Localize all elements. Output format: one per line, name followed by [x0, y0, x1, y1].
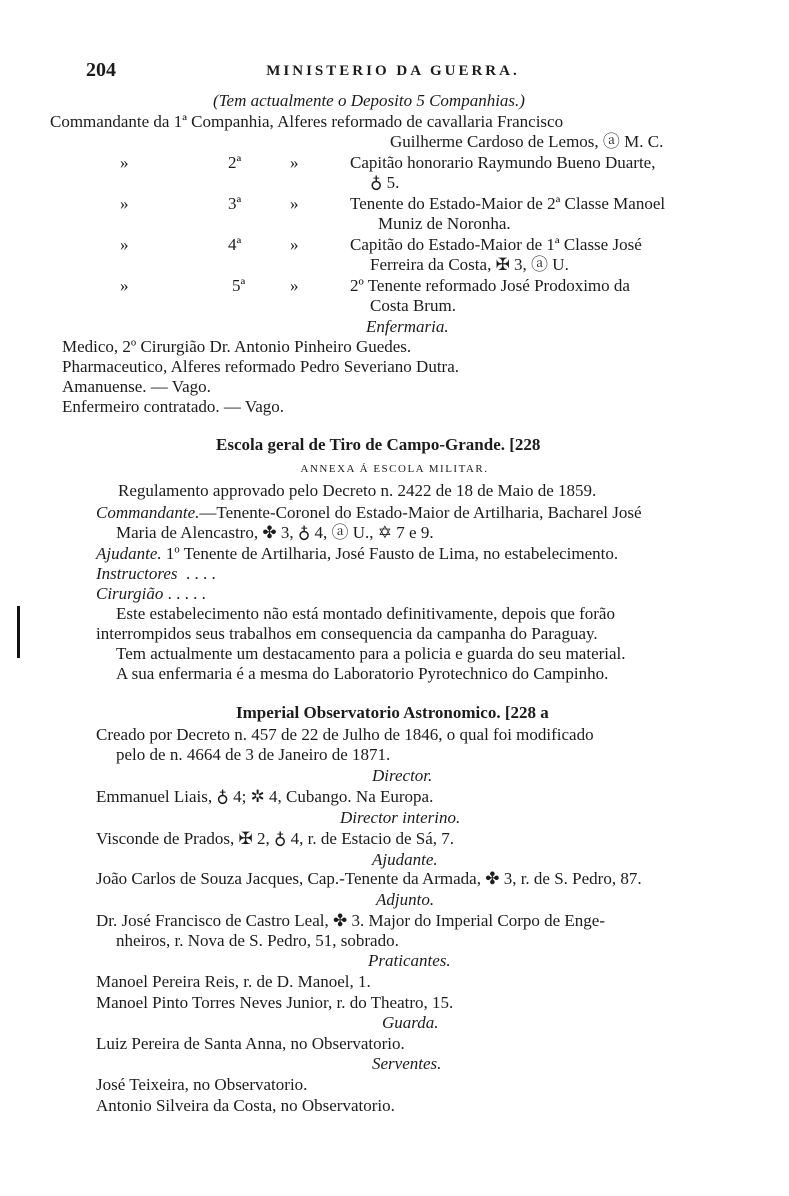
ditto-mark: »: [120, 276, 129, 295]
paragraph-1-line-1: Este estabelecimento não está montado definitivamente, depois que forão: [116, 604, 615, 623]
margin-mark: [17, 606, 20, 658]
paragraph-3: A sua enfermaria é a mesma do Laboratorio Pyrotechnico do Campinho.: [116, 664, 609, 683]
deposito-note: (Tem actualmente o Deposito 5 Companhias.): [213, 91, 525, 110]
commandante-text: —Tenente-Coronel do Estado-Maior de Artilharia, Bacharel José: [199, 503, 642, 522]
pharmaceutico-line: Pharmaceutico, Alferes reformado Pedro Severiano Dutra.: [62, 357, 459, 376]
page-header: [68, 60, 718, 82]
servente-line: José Teixeira, no Observatorio.: [96, 1075, 308, 1094]
guarda-line: Luiz Pereira de Santa Anna, no Observatorio.: [96, 1034, 405, 1053]
praticantes-heading: Praticantes.: [368, 951, 451, 970]
observatorio-title: Imperial Observatorio Astronomico. [228 a: [236, 703, 549, 722]
ditto-mark: »: [290, 276, 299, 295]
ajudante-heading: Ajudante.: [372, 850, 438, 869]
praticante-line: Manoel Pereira Reis, r. de D. Manoel, 1.: [96, 972, 371, 991]
paragraph-2: Tem actualmente um destacamento para a policia e guarda do seu material.: [116, 644, 626, 663]
commandante-5-line: 2º Tenente reformado José Prodoximo da: [350, 276, 630, 295]
enfermaria-heading: Enfermaria.: [366, 317, 449, 336]
regulamento-line: Regulamento approvado pelo Decreto n. 2422 de 18 de Maio de 1859.: [118, 481, 597, 500]
commandante-1-line: Commandante da 1ª Companhia, Alferes reformado de cavallaria Francisco: [50, 112, 564, 131]
escola-commandante-line: [96, 502, 642, 523]
commandante-1-line-2: Guilherme Cardoso de Lemos, ⓐ M. C.: [390, 132, 664, 151]
director-line: Emmanuel Liais, ♁ 4; ✲ 4, Cubango. Na Europa.: [96, 787, 434, 806]
enfermeiro-line: Enfermeiro contratado. — Vago.: [62, 397, 285, 416]
cirurgiao-label: Cirurgião: [96, 584, 164, 603]
ditto-mark: »: [290, 153, 299, 172]
director-heading: Director.: [372, 766, 433, 785]
commandante-2-line-2: ♁ 5.: [370, 173, 400, 192]
escola-subtitle: ANNEXA Á ESCOLA MILITAR.: [300, 463, 489, 475]
company-ordinal: 5ª: [232, 276, 246, 295]
adjunto-line-2: nheiros, r. Nova de S. Pedro, 51, sobrado.: [116, 931, 399, 950]
cirurgiao-line: [96, 583, 206, 604]
cirurgiao-dots: . . . . .: [167, 584, 206, 603]
guarda-heading: Guarda.: [382, 1013, 439, 1032]
creado-line-1: Creado por Decreto n. 457 de 22 de Julho de 1846, o qual foi modificado: [96, 725, 594, 744]
escola-ajudante-line: [96, 543, 618, 564]
serventes-heading: Serventes.: [372, 1054, 442, 1073]
ajudante-line: João Carlos de Souza Jacques, Cap.-Tenente da Armada, ✤ 3, r. de S. Pedro, 87.: [96, 869, 642, 888]
praticante-line: Manoel Pinto Torres Neves Junior, r. do Theatro, 15.: [96, 993, 454, 1012]
escola-commandante-line-2: Maria de Alencastro, ✤ 3, ♁ 4, ⓐ U., ✡ 7 e 9.: [116, 523, 434, 542]
company-ordinal: 4ª: [228, 235, 242, 254]
running-title: MINISTERIO DA GUERRA.: [266, 63, 520, 79]
ditto-mark: »: [120, 153, 129, 172]
page-number: 204: [86, 59, 116, 81]
creado-line-2: pelo de n. 4664 de 3 de Janeiro de 1871.: [116, 745, 391, 764]
servente-line: Antonio Silveira da Costa, no Observatorio.: [96, 1096, 395, 1115]
ditto-mark: »: [290, 194, 299, 213]
commandante-label: Commandante.: [96, 503, 200, 522]
director-interino-heading: Director interino.: [340, 808, 461, 827]
company-ordinal: 3ª: [228, 194, 242, 213]
commandante-3-line: Tenente do Estado-Maior de 2ª Classe Manoel: [350, 194, 666, 213]
commandante-2-line: Capitão honorario Raymundo Bueno Duarte,: [350, 153, 656, 172]
ditto-mark: »: [120, 235, 129, 254]
commandante-3-line-2: Muniz de Noronha.: [378, 214, 511, 233]
adjunto-line-1: Dr. José Francisco de Castro Leal, ✤ 3. Major do Imperial Corpo de Enge-: [96, 911, 606, 930]
instructores-dots: . . . .: [186, 564, 216, 583]
ditto-mark: »: [120, 194, 129, 213]
commandante-5-line-2: Costa Brum.: [370, 296, 456, 315]
ajudante-text: 1º Tenente de Artilharia, José Fausto de Lima, no estabelecimento.: [165, 544, 619, 563]
company-ordinal: 2ª: [228, 153, 242, 172]
amanuense-line: Amanuense. — Vago.: [62, 377, 211, 396]
ditto-mark: »: [290, 235, 299, 254]
paragraph-1-line-2: interrompidos seus trabalhos em consequencia da campanha do Paraguay.: [96, 624, 598, 643]
commandante-4-line-2: Ferreira da Costa, ✠ 3, ⓐ U.: [370, 255, 569, 274]
commandante-4-line: Capitão do Estado-Maior de 1ª Classe José: [350, 235, 642, 254]
instructores-line: [96, 563, 216, 584]
escola-title: Escola geral de Tiro de Campo-Grande. [228: [216, 435, 541, 454]
instructores-label: Instructores: [96, 564, 178, 583]
director-interino-line: Visconde de Prados, ✠ 2, ♁ 4, r. de Estacio de Sá, 7.: [96, 829, 455, 848]
ajudante-label: Ajudante.: [96, 544, 162, 563]
adjunto-heading: Adjunto.: [376, 890, 435, 909]
medico-line: Medico, 2º Cirurgião Dr. Antonio Pinheiro Guedes.: [62, 337, 412, 356]
